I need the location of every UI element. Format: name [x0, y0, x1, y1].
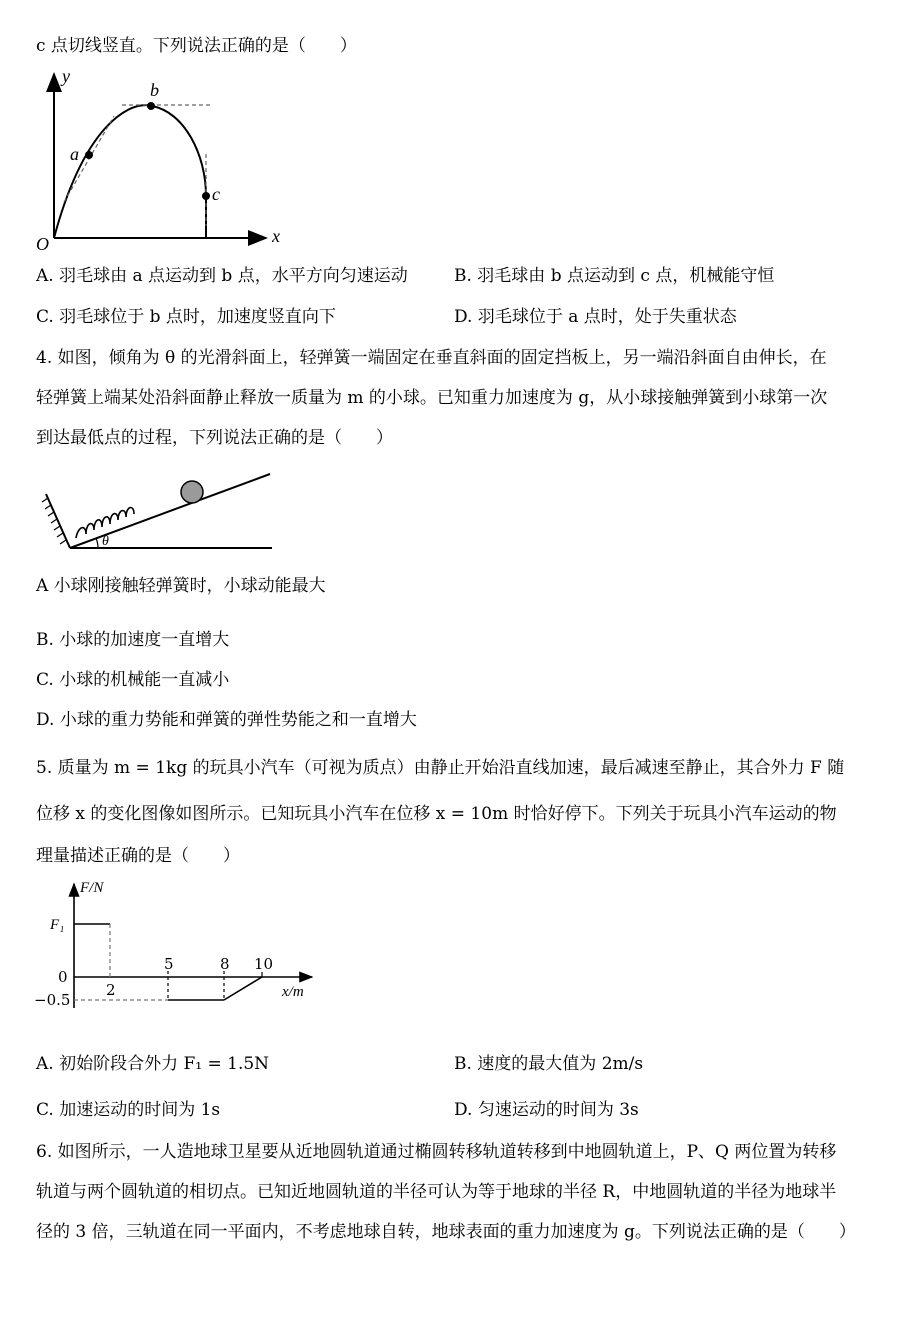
q6-stem-line1: 6. 如图所示，一人造地球卫星要从近地圆轨道通过椭圆转移轨道转移到中地圆轨道上，P、Q 两位置为转移	[36, 1142, 837, 1162]
label-a: a	[70, 144, 79, 164]
point-b	[147, 102, 155, 110]
incline-figure	[40, 464, 280, 554]
label-2: 2	[106, 981, 116, 999]
incline-surface	[70, 474, 270, 548]
label-xm: x/m	[282, 984, 304, 1000]
q3-option-b: B. 羽毛球由 b 点运动到 c 点，机械能守恒	[454, 266, 775, 286]
trajectory-curve	[54, 105, 206, 238]
q4-stem-line2: 轻弹簧上端某处沿斜面静止释放一质量为 m 的小球。已知重力加速度为 g，从小球接触弹簧到小球第一次	[36, 388, 828, 408]
point-a	[85, 151, 93, 159]
label-neg: −0.5	[34, 991, 71, 1009]
q5-stem-line3: 理量描述正确的是（ ）	[36, 846, 240, 866]
q6-stem-line3: 径的 3 倍，三轨道在同一平面内，不考虑地球自转，地球表面的重力加速度为 g。下列说法正确的是（ ）	[36, 1222, 856, 1242]
q4-stem-line3: 到达最低点的过程，下列说法正确的是（ ）	[36, 428, 393, 448]
barrier-wall	[46, 494, 70, 548]
q4-option-c: C. 小球的机械能一直减小	[36, 670, 230, 690]
q3-option-a: A. 羽毛球由 a 点运动到 b 点，水平方向匀速运动	[36, 266, 408, 286]
ramp-segment	[224, 977, 262, 1000]
q3-option-c: C. 羽毛球位于 b 点时，加速度竖直向下	[36, 307, 336, 327]
angle-arc	[96, 538, 98, 548]
q5-option-b: B. 速度的最大值为 2m/s	[454, 1054, 644, 1074]
label-o: O	[36, 234, 49, 254]
label-b: b	[150, 80, 159, 100]
force-displacement-figure	[30, 878, 330, 1028]
q5-option-d: D. 匀速运动的时间为 3s	[454, 1100, 639, 1120]
q5-stem-line2: 位移 x 的变化图像如图所示。已知玩具小汽车在位移 x = 10m 时恰好停下。下列关于玩具小汽车运动的物	[36, 804, 837, 824]
point-c	[202, 192, 210, 200]
label-f1: F₁	[50, 917, 65, 933]
q5-option-a: A. 初始阶段合外力 F₁ = 1.5N	[36, 1054, 270, 1074]
label-c: c	[212, 184, 220, 204]
label-8: 8	[220, 955, 230, 973]
barrier-hatching	[42, 498, 66, 544]
q6-stem-line2: 轨道与两个圆轨道的相切点。已知近地圆轨道的半径可认为等于地球的半径 R，中地圆轨道的半径为地球半	[36, 1182, 837, 1202]
q3-stem-tail: c 点切线竖直。下列说法正确的是（ ）	[36, 36, 357, 56]
q5-stem-line1: 5. 质量为 m = 1kg 的玩具小汽车（可视为质点）由静止开始沿直线加速，最后减速至静止，其合外力 F 随	[36, 758, 845, 778]
q3-option-d: D. 羽毛球位于 a 点时，处于失重状态	[454, 307, 737, 327]
trajectory-figure	[34, 66, 294, 256]
label-10: 10	[254, 955, 274, 973]
ball	[181, 481, 203, 503]
q4-option-b: B. 小球的加速度一直增大	[36, 630, 230, 650]
label-fn: F/N	[80, 880, 104, 896]
label-zero: 0	[58, 968, 68, 986]
q4-option-a: A 小球刚接触轻弹簧时，小球动能最大	[36, 576, 326, 596]
label-x: x	[272, 226, 280, 246]
label-y: y	[62, 66, 70, 86]
q4-stem-line1: 4. 如图，倾角为 θ 的光滑斜面上，轻弹簧一端固定在垂直斜面的固定挡板上，另一端沿斜面自由伸长，在	[36, 348, 827, 368]
q5-option-c: C. 加速运动的时间为 1s	[36, 1100, 221, 1120]
q4-option-d: D. 小球的重力势能和弹簧的弹性势能之和一直增大	[36, 710, 417, 730]
label-theta: θ	[102, 534, 109, 549]
label-5: 5	[164, 955, 174, 973]
